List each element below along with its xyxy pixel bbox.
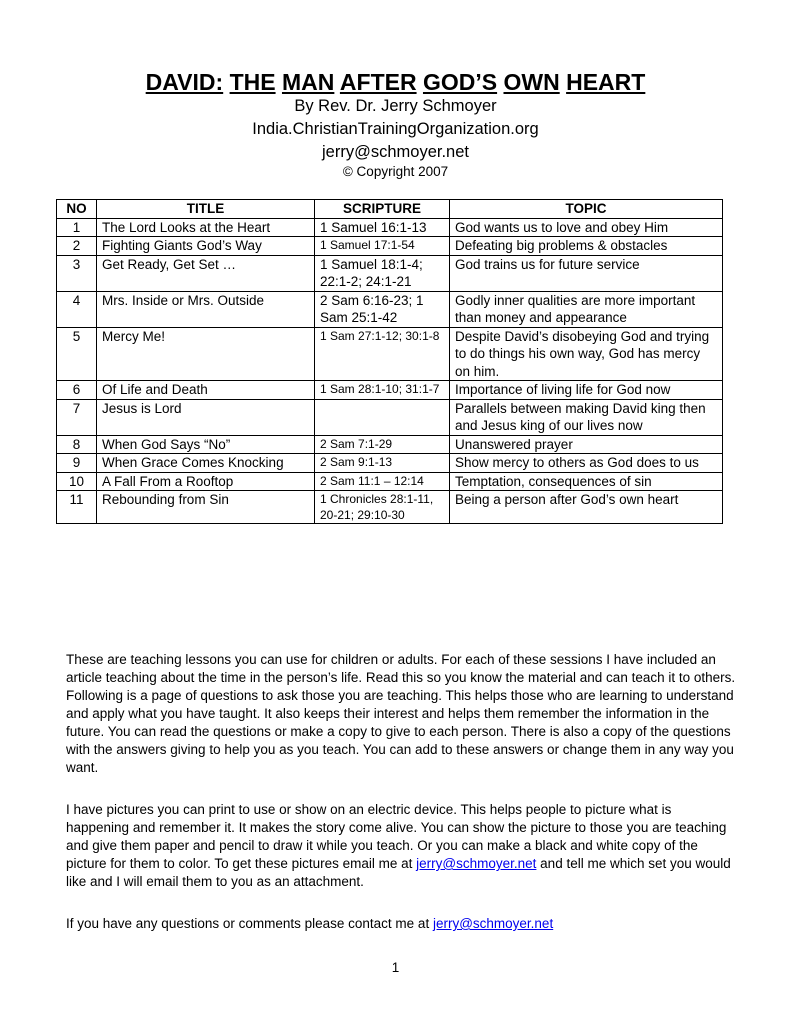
pictures-text: I have pictures you can print to use or show on an electric device. This helps people to picture what is happening and remember it. It makes the story come alive. You can show the picture to those you are teaching and give them paper and pencil to draw it while you teach. Or you can make a black and white copy of the picture for them to color. To get these pictures email me at [66, 802, 727, 871]
table-row [57, 435, 723, 454]
cell-title: Of Life and Death [97, 381, 315, 400]
table-row [57, 218, 723, 237]
title-word: MAN [281, 69, 335, 95]
header-title: TITLE [97, 200, 315, 219]
cell-title: Fighting Giants God’s Way [97, 237, 315, 256]
copyright-line: © Copyright 2007 [342, 164, 449, 179]
title-word: DAVID: [145, 69, 224, 95]
cell-topic: Being a person after God’s own heart [450, 491, 723, 524]
lessons-table [56, 199, 723, 524]
cell-no: 1 [57, 218, 97, 237]
cell-scripture: 1 Samuel 16:1-13 [315, 218, 450, 237]
cell-topic: Godly inner qualities are more important than money and appearance [450, 291, 723, 327]
cell-scripture: 2 Sam 6:16-23; 1 Sam 25:1-42 [315, 291, 450, 327]
cell-topic: Defeating big problems & obstacles [450, 237, 723, 256]
cell-no: 9 [57, 454, 97, 473]
contact-paragraph [66, 915, 738, 933]
cell-topic: Unanswered prayer [450, 435, 723, 454]
cell-topic: God trains us for future service [450, 255, 723, 291]
cell-scripture [315, 399, 450, 435]
title-word: THE [229, 69, 276, 95]
cell-no: 10 [57, 472, 97, 491]
header-topic: TOPIC [450, 200, 723, 219]
cell-no: 2 [57, 237, 97, 256]
table-row [57, 327, 723, 381]
cell-title: A Fall From a Rooftop [97, 472, 315, 491]
cell-title: Mercy Me! [97, 327, 315, 381]
cell-topic: Parallels between making David king then and Jesus king of our lives now [450, 399, 723, 435]
cell-no: 8 [57, 435, 97, 454]
contact-email-link[interactable]: jerry@schmoyer.net [432, 916, 554, 931]
table-row [57, 491, 723, 524]
page-number: 1 [391, 960, 400, 975]
title-word: GOD’S [422, 69, 498, 95]
author-line: By Rev. Dr. Jerry Schmoyer [294, 97, 497, 115]
cell-topic: Temptation, consequences of sin [450, 472, 723, 491]
cell-scripture: 1 Sam 27:1-12; 30:1-8 [315, 327, 450, 381]
cell-title: Jesus is Lord [97, 399, 315, 435]
cell-title: When God Says “No” [97, 435, 315, 454]
cell-no: 4 [57, 291, 97, 327]
cell-no: 5 [57, 327, 97, 381]
table-row [57, 237, 723, 256]
header-no: NO [57, 200, 97, 219]
cell-scripture: 1 Chronicles 28:1-11, 20-21; 29:10-30 [315, 491, 450, 524]
pictures-paragraph [66, 801, 738, 891]
cell-scripture: 1 Sam 28:1-10; 31:1-7 [315, 381, 450, 400]
contact-text: If you have any questions or comments please contact me at [66, 916, 433, 931]
cell-no: 11 [57, 491, 97, 524]
cell-title: Rebounding from Sin [97, 491, 315, 524]
cell-scripture: 2 Sam 7:1-29 [315, 435, 450, 454]
table-row [57, 291, 723, 327]
table-row [57, 381, 723, 400]
title-word: OWN [503, 69, 560, 95]
table-row [57, 255, 723, 291]
email-link[interactable]: jerry@schmoyer.net [416, 856, 537, 871]
header-scripture: SCRIPTURE [315, 200, 450, 219]
cell-no: 6 [57, 381, 97, 400]
cell-title: Mrs. Inside or Mrs. Outside [97, 291, 315, 327]
title-word: HEART [566, 69, 646, 95]
cell-topic: Show mercy to others as God does to us [450, 454, 723, 473]
cell-title: The Lord Looks at the Heart [97, 218, 315, 237]
cell-scripture: 2 Sam 11:1 – 12:14 [315, 472, 450, 491]
email-line: jerry@schmoyer.net [322, 143, 469, 161]
pictures-text-end: and tell me which set you would like and I will email them to you as an attachment. [66, 856, 731, 889]
cell-title: When Grace Comes Knocking [97, 454, 315, 473]
cell-no: 7 [57, 399, 97, 435]
page-title [0, 68, 791, 96]
cell-scripture: 2 Sam 9:1-13 [315, 454, 450, 473]
cell-title: Get Ready, Get Set … [97, 255, 315, 291]
cell-topic: Despite David’s disobeying God and trying to do things his own way, God has mercy on him. [450, 327, 723, 381]
table-header-row [57, 200, 723, 219]
title-word: AFTER [339, 69, 417, 95]
table-row [57, 399, 723, 435]
cell-topic: God wants us to love and obey Him [450, 218, 723, 237]
intro-paragraph: These are teaching lessons you can use for children or adults. For each of these sessions I have included an article teaching about the time in the person’s life. Read this so you know the material and can teach it to others. Following is a page of questions to ask those you are teaching. This helps those who are learning to understand and apply what you have taught. It also keeps their interest and helps them remember the information in the future. You can read the questions or make a copy to give to each person. There is also a copy of the questions with the answers giving to help you as you teach. You can add to these answers or change them in any way you want. [66, 652, 736, 775]
cell-scripture: 1 Samuel 18:1-4; 22:1-2; 24:1-21 [315, 255, 450, 291]
website-line: India.ChristianTrainingOrganization.org [252, 120, 539, 138]
cell-no: 3 [57, 255, 97, 291]
table-row [57, 454, 723, 473]
cell-scripture: 1 Samuel 17:1-54 [315, 237, 450, 256]
table-row [57, 472, 723, 491]
cell-topic: Importance of living life for God now [450, 381, 723, 400]
